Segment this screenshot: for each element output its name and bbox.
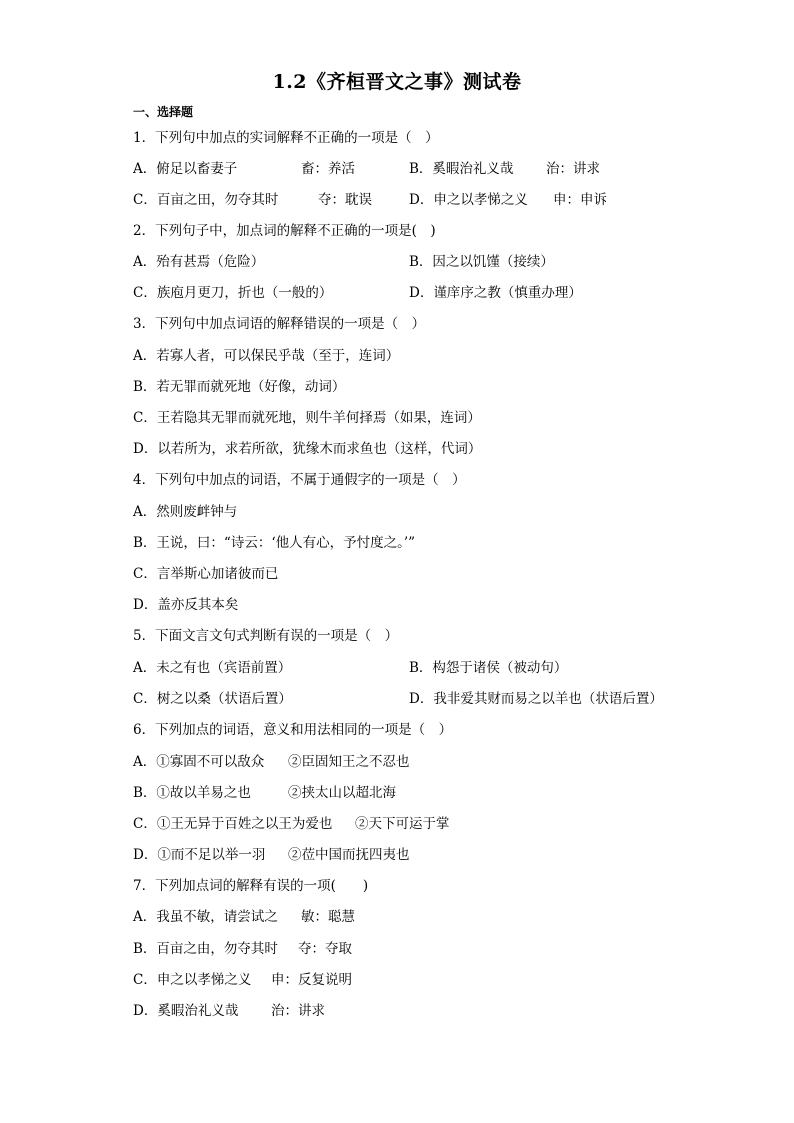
q1-stem: 1．下列句中加点的实词解释不正确的一项是（ ） [133, 130, 439, 146]
q3-option-b: B．若无罪而就死地（好像，动词） [133, 379, 346, 395]
q7-option-b-text: B．百亩之由，勿夺其时 [133, 941, 278, 957]
q7-option-d-text: D．奚暇治礼义哉 [133, 1003, 239, 1019]
q7-stem: 7．下列加点词的解释有误的一项( ) [133, 878, 369, 894]
q3-option-c: C．王若隐其无罪而就死地，则牛羊何择焉（如果，连词） [133, 410, 481, 426]
q5-option-c: C．树之以桑（状语后置） [133, 691, 292, 707]
q5-option-a: A．未之有也（宾语前置） [133, 660, 292, 676]
q6-option-b-part2: ②挟太山以超北海 [288, 785, 396, 801]
q3-option-d: D．以若所为，求若所欲，犹缘木而求鱼也（这样，代词） [133, 441, 482, 457]
q7-option-c-text: C．申之以孝悌之义 [133, 972, 252, 988]
q1-option-b-text: B．奚暇治礼义哉 [409, 161, 514, 177]
q2-option-c: C．族庖月更刀，折也（一般的） [133, 285, 333, 301]
q2-option-b: B．因之以饥馑（接续） [409, 254, 554, 270]
q2-option-d: D．谨庠序之教（慎重办理） [409, 285, 582, 301]
q7-option-d-gloss: 治：讲求 [271, 1003, 325, 1019]
q1-option-d-gloss: 申：申诉 [553, 192, 607, 208]
q6-stem: 6．下列加点的词语，意义和用法相同的一项是（ ） [133, 722, 453, 738]
q6-option-b-part1: B．①故以羊易之也 [133, 785, 251, 801]
section-heading: 一、选择题 [133, 105, 194, 119]
q6-option-c-part1: C．①王无异于百姓之以王为爱也 [133, 816, 333, 832]
q1-option-a-gloss: 畜：养活 [301, 161, 355, 177]
q6-option-c-part2: ②天下可运于掌 [355, 816, 450, 832]
q2-stem: 2．下列句子中，加点词的解释不正确的一项是( ) [133, 223, 436, 239]
q7-option-a-gloss: 敏：聪慧 [301, 909, 355, 925]
q4-option-b: B．王说，曰：“诗云：‘他人有心，予忖度之。’” [133, 535, 416, 551]
q5-option-d: D．我非爱其财而易之以羊也（状语后置） [409, 691, 663, 707]
q6-option-d-part1: D．①而不足以举一羽 [133, 847, 266, 863]
q3-option-a: A．若寡人者，可以保民乎哉（至于，连词） [133, 348, 400, 364]
q1-option-b-gloss: 治：讲求 [546, 161, 600, 177]
q7-option-b-gloss: 夺：夺取 [298, 941, 352, 957]
q4-option-c: C．言举斯心加诸彼而已 [133, 566, 279, 582]
q1-option-c-text: C．百亩之田，勿夺其时 [133, 192, 279, 208]
q5-option-b: B．构怨于诸侯（被动句） [409, 660, 568, 676]
q6-option-d-part2: ②莅中国而抚四夷也 [288, 847, 410, 863]
q4-stem: 4．下列句中加点的词语，不属于通假字的一项是（ ） [133, 472, 466, 488]
q6-option-a-part1: A．①寡固不可以敌众 [133, 754, 265, 770]
q1-option-d-text: D．申之以孝悌之义 [409, 192, 528, 208]
q1-option-c-gloss: 夺：耽误 [318, 192, 372, 208]
q7-option-c-gloss: 申：反复说明 [271, 972, 352, 988]
q3-stem: 3．下列句中加点词语的解释错误的一项是（ ） [133, 316, 426, 332]
page-title: 1.2《齐桓晋文之事》测试卷 [272, 71, 522, 93]
q5-stem: 5．下面文言文句式判断有误的一项是（ ） [133, 628, 399, 644]
q7-option-a-text: A．我虽不敏，请尝试之 [133, 909, 278, 925]
q6-option-a-part2: ②臣固知王之不忍也 [288, 754, 410, 770]
q2-option-a: A．殆有甚焉（危险） [133, 254, 265, 270]
q1-option-a-text: A．俯足以畜妻子 [133, 161, 238, 177]
q4-option-d: D．盖亦反其本矣 [133, 597, 239, 613]
q4-option-a: A．然则废衅钟与 [133, 504, 238, 520]
